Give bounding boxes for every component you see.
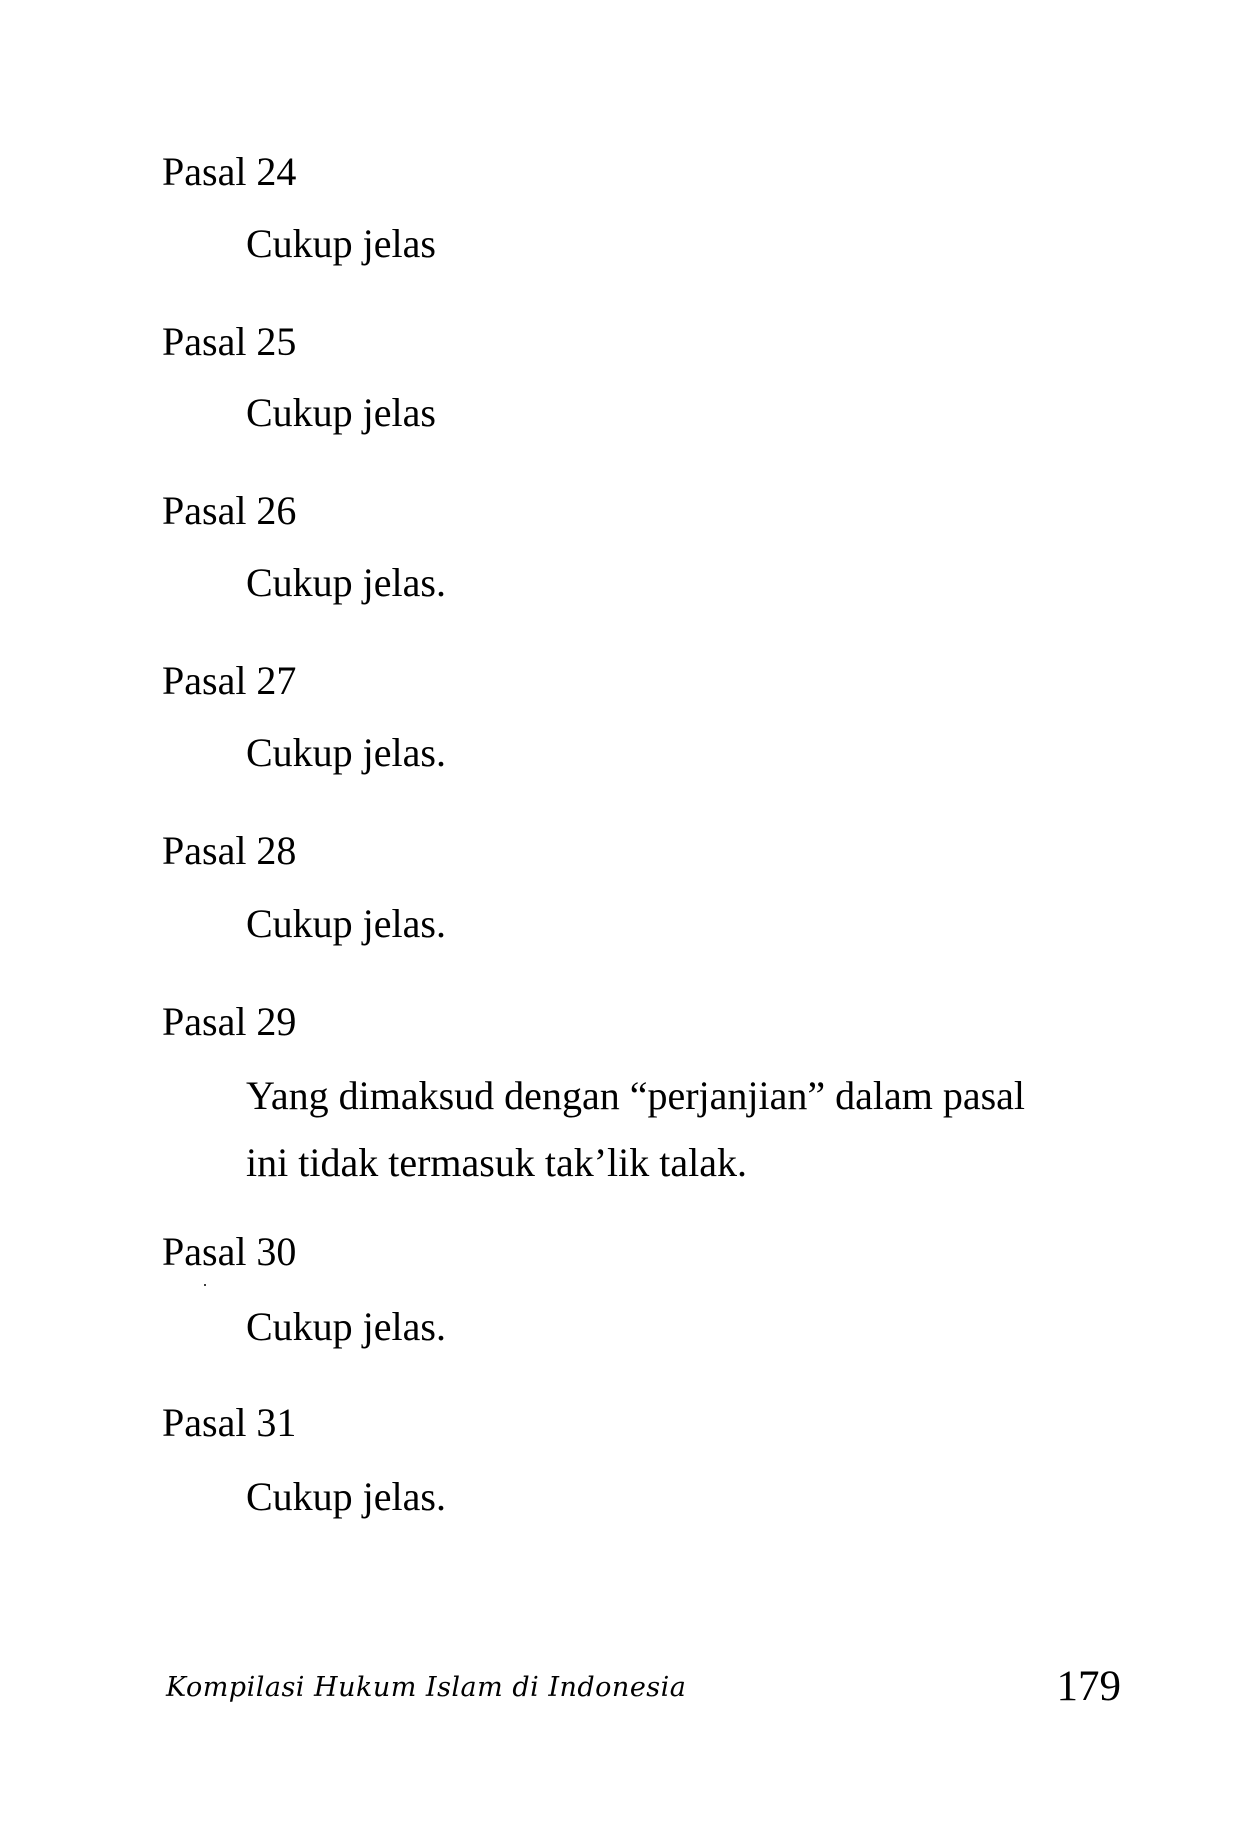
pasal-29-body-line-1: Yang dimaksud dengan “perjanjian” dalam pasal — [246, 1073, 1026, 1118]
pasal-29-heading: Pasal 29 — [162, 999, 297, 1044]
pasal-28-heading: Pasal 28 — [162, 828, 297, 873]
pasal-30-body: Cukup jelas. — [246, 1304, 446, 1349]
pasal-29-body-line-2: ini tidak termasuk tak’lik talak. — [246, 1140, 747, 1185]
print-speck — [204, 1284, 206, 1286]
pasal-31-heading: Pasal 31 — [162, 1400, 297, 1445]
pasal-26-heading: Pasal 26 — [162, 488, 297, 533]
pasal-31-body: Cukup jelas. — [246, 1474, 446, 1519]
page-number: 179 — [1056, 1663, 1121, 1710]
pasal-28-body: Cukup jelas. — [246, 901, 446, 946]
pasal-24-body: Cukup jelas — [246, 221, 436, 266]
pasal-24-heading: Pasal 24 — [162, 149, 297, 194]
pasal-25-body: Cukup jelas — [246, 390, 436, 435]
pasal-25-heading: Pasal 25 — [162, 319, 297, 364]
pasal-30-heading: Pasal 30 — [162, 1229, 297, 1274]
pasal-27-heading: Pasal 27 — [162, 658, 297, 703]
pasal-26-body: Cukup jelas. — [246, 560, 446, 605]
pasal-29-body — [246, 1062, 1146, 1196]
pasal-27-body: Cukup jelas. — [246, 730, 446, 775]
footer-book-title: Kompilasi Hukum Islam di Indonesia — [166, 1672, 687, 1703]
